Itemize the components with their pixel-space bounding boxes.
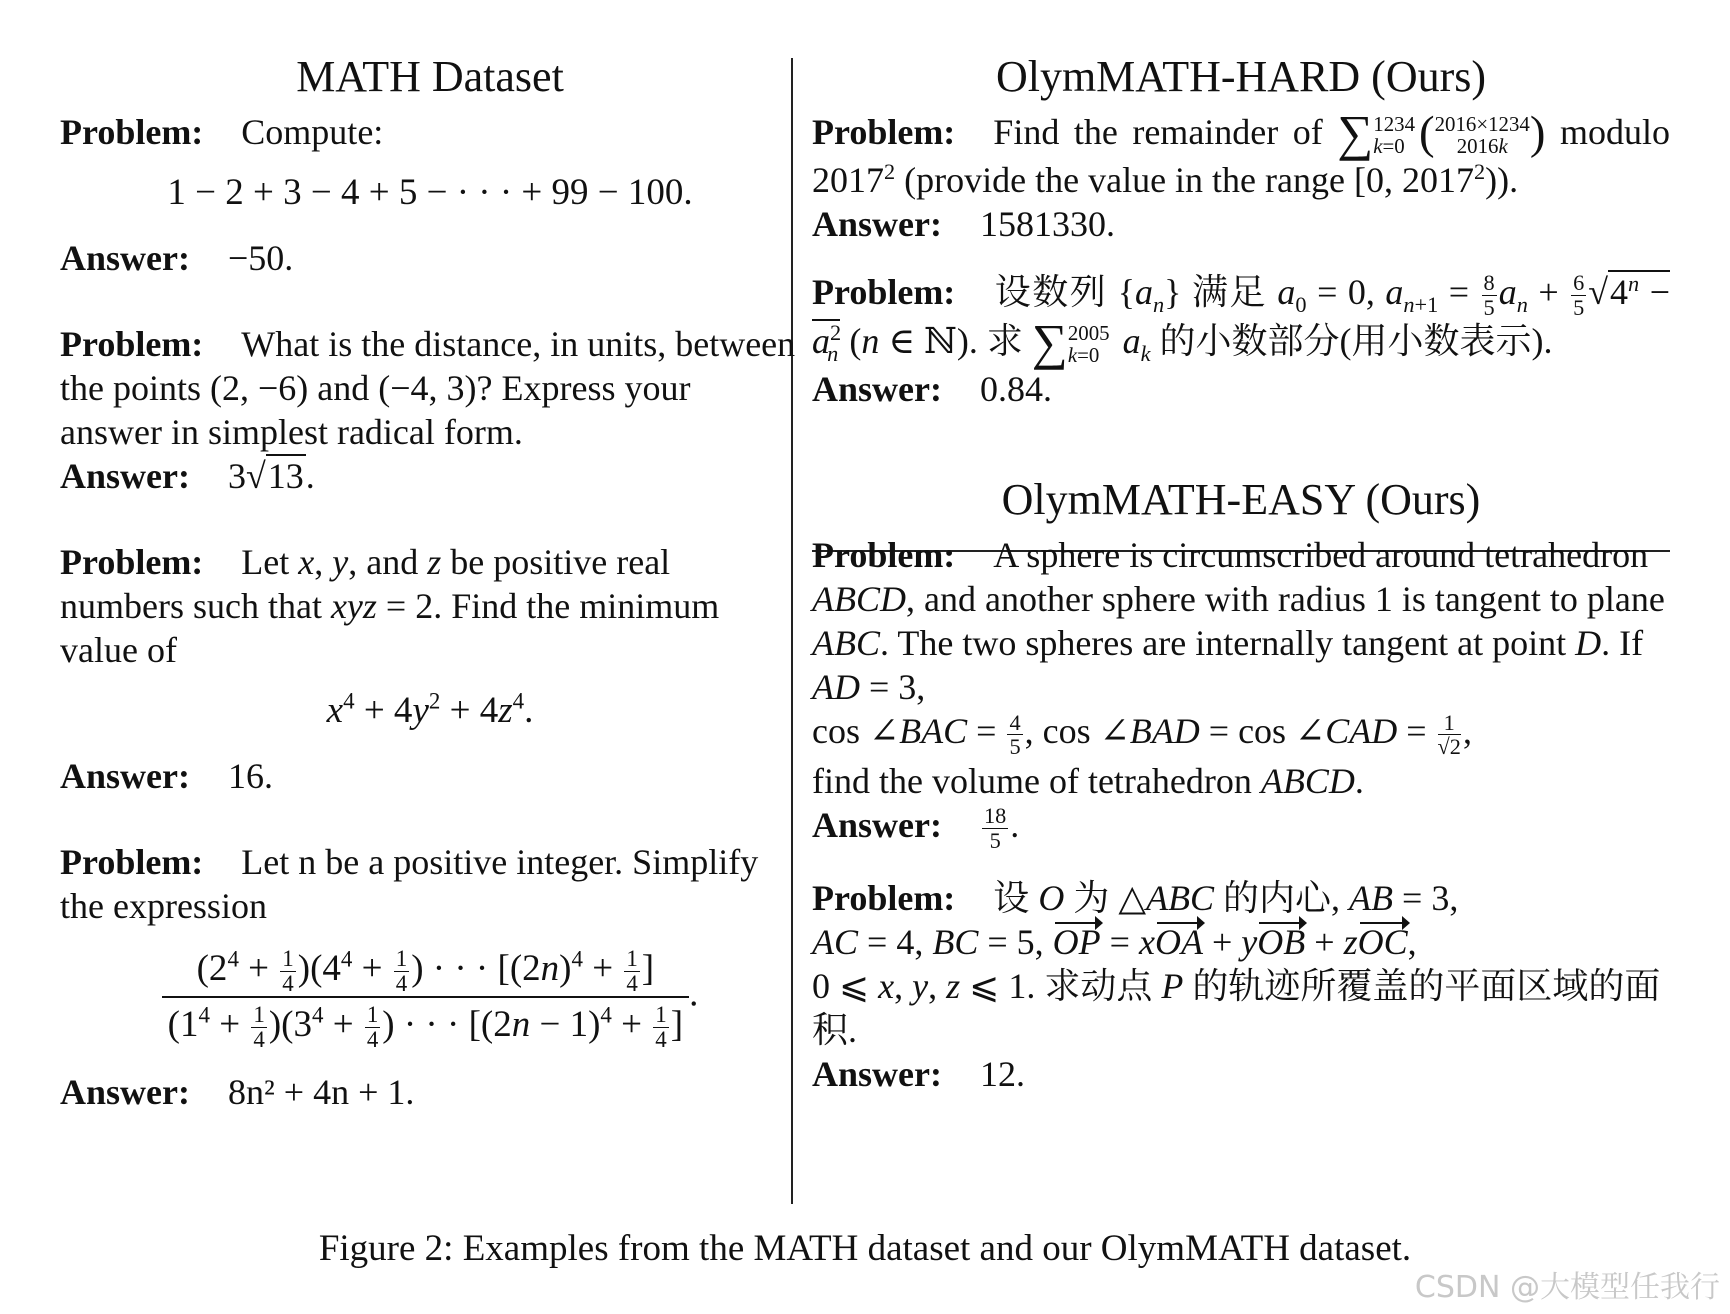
answer-value: 16. bbox=[227, 756, 273, 796]
hard-example-1 bbox=[812, 105, 1671, 246]
problem-label: Problem: bbox=[60, 112, 204, 152]
problem-label: Problem: bbox=[60, 542, 204, 582]
hard-example-2 bbox=[812, 270, 1670, 411]
answer-label: Answer: bbox=[812, 804, 942, 845]
olymmath-hard-title: OlymMATH-HARD (Ours) bbox=[995, 52, 1487, 101]
math-dataset-column bbox=[60, 48, 800, 1156]
problem-text: Let n be a positive integer. Simplify the expression bbox=[60, 842, 759, 926]
olymmath-easy-title: OlymMATH-EASY (Ours) bbox=[1001, 474, 1481, 524]
answer-value: 8n² + 4n + 1. bbox=[227, 1072, 415, 1113]
answer-label: Answer: bbox=[60, 1072, 190, 1113]
answer-label: Answer: bbox=[812, 1054, 942, 1095]
display-fraction: ($2^4$ + $\frac{1}{4}$ )($4^4$ + $\frac{1}{4}$ ) · · · [$(2n)^4$ + $\frac{1}{4}$ ] ($1^4$ + $\frac{1}{4}$ )($3^4$ + $\frac{1}{4}$ ) · · · [$(2n - 1)^4$ + $\frac{1}{4}$ ] . bbox=[60, 942, 800, 1052]
problem-label: Problem: bbox=[812, 878, 956, 919]
problem-text: Compute: bbox=[241, 112, 384, 152]
problem-label: Problem: bbox=[812, 112, 956, 152]
answer-value: −50. bbox=[227, 238, 294, 278]
easy-example-1 bbox=[812, 533, 1670, 852]
problem-text: 设数列 $\{a_n\}$ 满足 $a_0 = 0$, $a_{n+1}$ = $\frac{8}{5}$ $a_n$ + $\frac{6}{5}$ $√4^n - a^2_n$ (n ∈ ℕ). 求 ∑ 2005 k=0 $a_k$ 的小数部分(用小数表示). bbox=[812, 270, 1670, 371]
problem-label: Problem: bbox=[60, 324, 204, 364]
problem-text: What is the distance, in units, between the points (2, −6) and (−4, 3)? Express your answer in simplest radical form. bbox=[60, 324, 796, 452]
answer-label: Answer: bbox=[812, 368, 942, 409]
math-example-3 bbox=[60, 540, 800, 798]
math-example-2 bbox=[60, 322, 800, 498]
problem-text: A sphere is circumscribed around tetrahedron ABCD, and another sphere with radius 1 is tangent to plane ABC. The two spheres are internally tangent at point D. If AD = 3, cos ∠BAC = $\frac{4}{5}$ , cos ∠BAD = cos ∠CAD = $\frac{1}{√2}$ , find the volume of tetrahedron ABCD. bbox=[812, 534, 1665, 801]
answer-value: 3√13. bbox=[227, 456, 315, 496]
display-equation: $x^4 + 4y^2 + 4z^4$. bbox=[326, 688, 534, 731]
answer-label: Answer: bbox=[812, 203, 942, 244]
watermark: CSDN @大模型任我行 bbox=[1414, 1270, 1720, 1305]
display-equation: 1 − 2 + 3 − 4 + 5 − · · · + 99 − 100. bbox=[167, 172, 693, 213]
problem-label: Problem: bbox=[60, 842, 204, 882]
problem-label: Problem: bbox=[812, 271, 956, 312]
problem-label: Problem: bbox=[812, 534, 956, 575]
math-example-1 bbox=[60, 110, 800, 280]
answer-value: 0.84. bbox=[979, 368, 1052, 409]
problem-text: Let x, y, and z be positive real numbers such that xyz = 2. Find the minimum value of bbox=[60, 542, 720, 670]
figure-caption: Figure 2: Examples from the MATH dataset and our OlymMATH dataset. bbox=[318, 1228, 1412, 1269]
problem-text: Find the remainder of ∑ 1234 k=0 ( 2016×1234 2016k ) modulo 2017$^2$ (provide the value in the range [0, 2017$^2$)). bbox=[812, 105, 1671, 200]
problem-text: 设 O 为 △ABC 的内心, AB = 3, AC = 4, BC = 5, OP = xOA + yOB + zOC, 0 ⩽ x, y, z ⩽ 1. 求动点 P 的轨迹所覆盖的平面区域的面积. bbox=[812, 878, 1661, 1051]
math-example-4 bbox=[60, 840, 800, 1114]
answer-label: Answer: bbox=[60, 238, 190, 278]
olymmath-column bbox=[812, 48, 1670, 1120]
answer-value: 12. bbox=[979, 1054, 1025, 1095]
answer-label: Answer: bbox=[60, 456, 190, 496]
math-dataset-title: MATH Dataset bbox=[296, 52, 564, 101]
answer-value: 1581330. bbox=[979, 203, 1115, 244]
answer-value: $\frac{18}{5}$ . bbox=[983, 803, 1020, 853]
easy-example-2 bbox=[812, 876, 1670, 1096]
answer-label: Answer: bbox=[60, 756, 190, 796]
